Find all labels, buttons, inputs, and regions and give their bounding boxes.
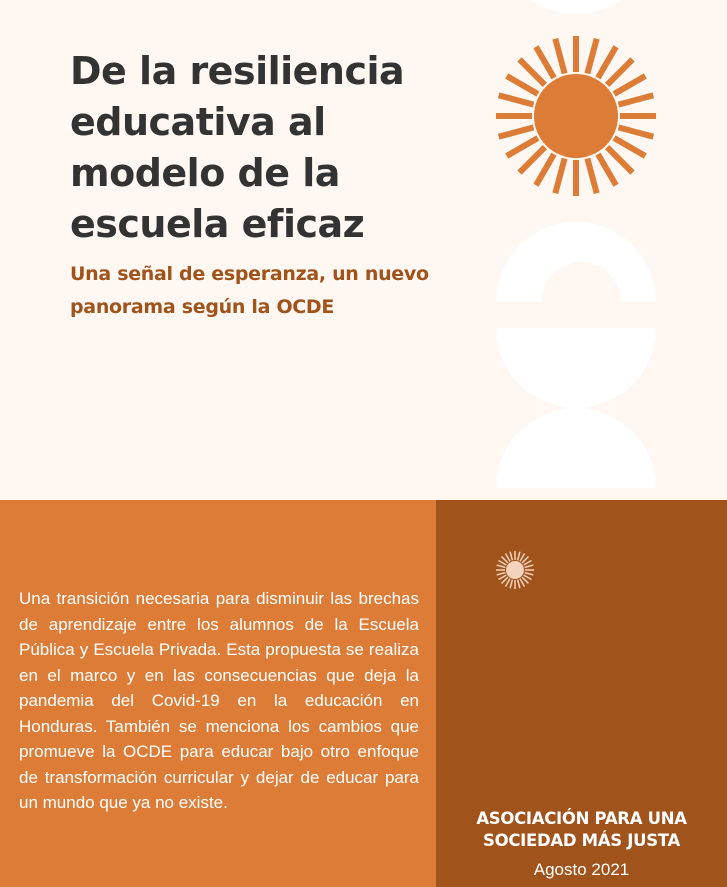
sun-ray (598, 154, 616, 185)
sun-ray (519, 147, 544, 172)
sun-ray (607, 59, 632, 84)
sun-ray (587, 159, 596, 194)
publisher-panel (436, 500, 727, 887)
document-title: De la resiliencia educativa al modelo de la escuela eficaz (70, 49, 405, 246)
sun-ray (619, 95, 654, 104)
sun-ray (614, 76, 645, 94)
sun-ray (519, 59, 544, 84)
publication-date: Agosto 2021 (533, 860, 630, 879)
arch-shape (496, 222, 656, 302)
half-circle-shape (496, 408, 656, 488)
organization-name: ASOCIACIÓN PARA UNA SOCIEDAD MÁS JUSTA (476, 809, 687, 850)
small-sun-icon (495, 550, 535, 590)
sun-ray (598, 47, 616, 78)
sun-ray (518, 552, 520, 561)
sun-ray (525, 573, 534, 575)
sun-ray (555, 39, 564, 74)
sun-ray (507, 138, 538, 156)
sun-ray (536, 154, 554, 185)
sun-ray (510, 552, 512, 561)
sun-ray (555, 159, 564, 194)
summary-text: Una transición necesaria para disminuir las brechas de aprendizaje entre los alumnos de la Escuela Pública y Escuela Privada. Esta propuesta se realiza en el marco y en las consecuencias que deja la pandemia del Covid-19 en la educación en Honduras. También se menciona los cambios que promueve la OCDE para educar bajo otro enfoque de transformación curricular y dejar de educar para un mundo que ya no existe. (19, 589, 419, 812)
sun-ray (536, 47, 554, 78)
document-subtitle: Una señal de esperanza, un nuevo panorama según la OCDE (70, 263, 429, 318)
sun-ray (607, 147, 632, 172)
sun-ray (518, 580, 520, 589)
sun-ray (510, 580, 512, 589)
sun-ray (497, 565, 506, 567)
sun-ray (497, 573, 506, 575)
sun-ray (507, 76, 538, 94)
decorative-shapes (480, 0, 727, 500)
sun-ray (499, 127, 534, 136)
half-circle-shape (496, 328, 656, 408)
sun-ray (587, 39, 596, 74)
sun-ray (619, 127, 654, 136)
sun-ray (499, 95, 534, 104)
summary-panel (0, 500, 436, 887)
sun-ray (614, 138, 645, 156)
top-circle-shape (496, 0, 656, 14)
sun-icon (496, 36, 656, 196)
sun-ray (525, 565, 534, 567)
